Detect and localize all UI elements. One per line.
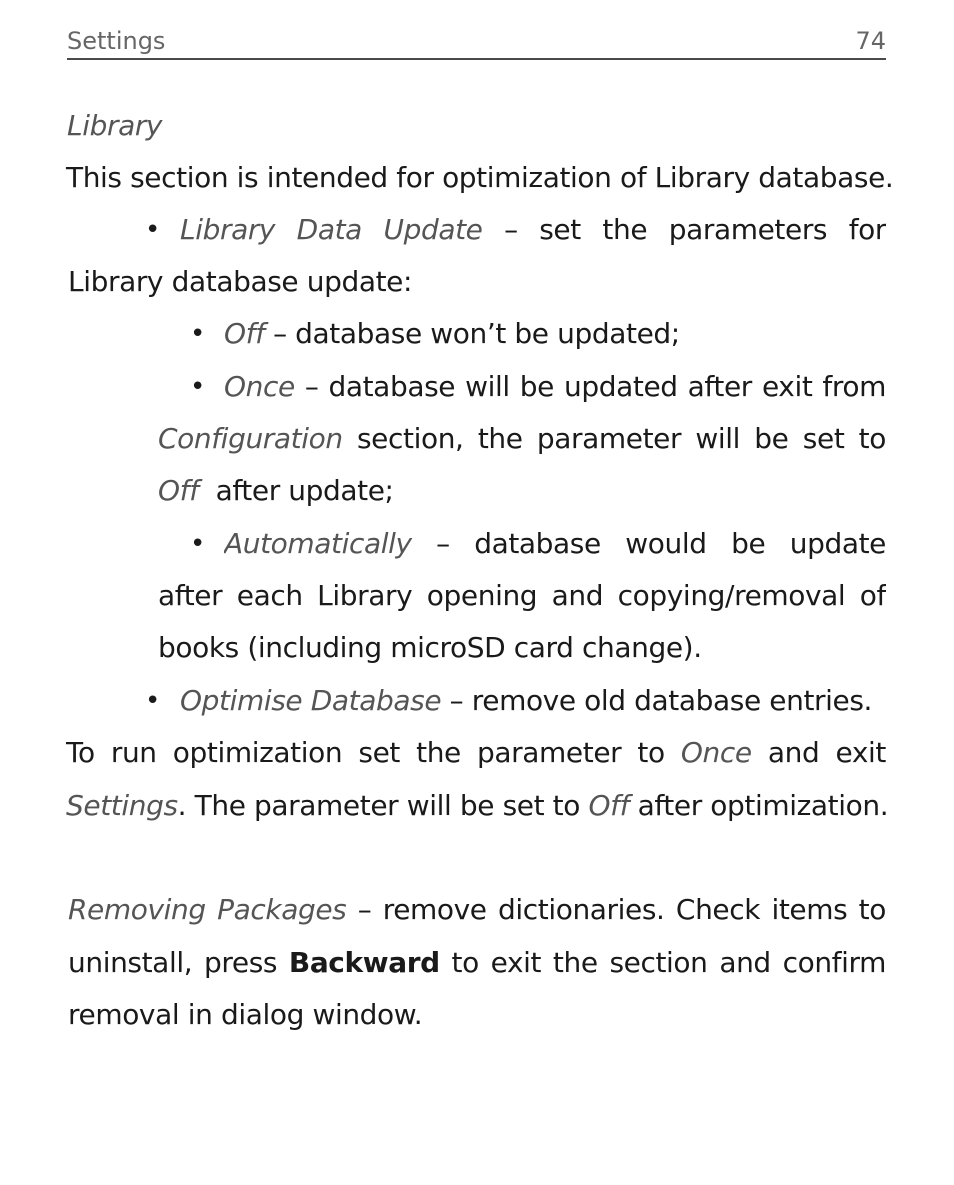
list-item-automatically: Automatically – database would be update xyxy=(224,527,886,560)
bullet-marker: • xyxy=(190,372,206,402)
desc-off: – database won’t be updated; xyxy=(264,317,680,350)
page-header xyxy=(67,24,886,60)
term-backward: Backward xyxy=(288,946,440,979)
term-removing-packages: Removing Packages xyxy=(68,893,347,926)
desc-once: – database will be updated after exit from xyxy=(294,370,886,403)
packages-line2: uninstall, press Backward to exit the section and confirm xyxy=(68,946,886,979)
desc-automatically-cont: after each Library opening and copying/removal of xyxy=(158,579,886,612)
term-optimise-database: Optimise Database xyxy=(180,684,442,717)
term-configuration: Configuration xyxy=(158,422,343,455)
packages-line1: Removing Packages – remove dictionaries. Check items to xyxy=(68,893,886,926)
desc-once-cont: Configuration section, the parameter will be set to xyxy=(158,422,886,455)
run-note-line2: Settings. The parameter will be set to Off after optimization. xyxy=(66,789,889,822)
bullet-marker: • xyxy=(190,529,206,559)
run-note-line1: To run optimization set the parameter to Once and exit xyxy=(66,736,886,769)
list-item-once xyxy=(224,361,886,413)
list-item-optimise-database: Optimise Database – remove old database entries. xyxy=(180,684,873,717)
packages-line3: removal in dialog window. xyxy=(68,998,423,1031)
section-heading-library: Library xyxy=(67,109,163,142)
term-off: Off xyxy=(224,317,265,350)
library-intro: This section is intended for optimization of Library database. xyxy=(66,161,894,194)
term-off-3: Off xyxy=(588,789,630,822)
desc-automatically-end: books (including microSD card change). xyxy=(158,631,702,664)
term-off-2: Off xyxy=(158,474,199,507)
term-once: Once xyxy=(224,370,295,403)
bullet-marker: • xyxy=(145,686,161,716)
term-settings: Settings xyxy=(66,789,178,822)
bullet-marker: • xyxy=(190,319,206,349)
term-once-2: Once xyxy=(680,736,752,769)
term-automatically: Automatically xyxy=(224,527,412,560)
bullet-marker: • xyxy=(145,215,161,245)
desc-library-data-update: – set the parameters for xyxy=(482,213,886,246)
list-item-off xyxy=(224,308,680,360)
desc-once-end: Off after update; xyxy=(158,474,394,507)
desc-library-data-update-cont: Library database update: xyxy=(68,265,413,298)
list-item-library-data-update xyxy=(180,204,886,256)
page-number: 74 xyxy=(855,27,886,55)
term-library-data-update: Library Data Update xyxy=(180,213,483,246)
header-title: Settings xyxy=(67,27,166,55)
